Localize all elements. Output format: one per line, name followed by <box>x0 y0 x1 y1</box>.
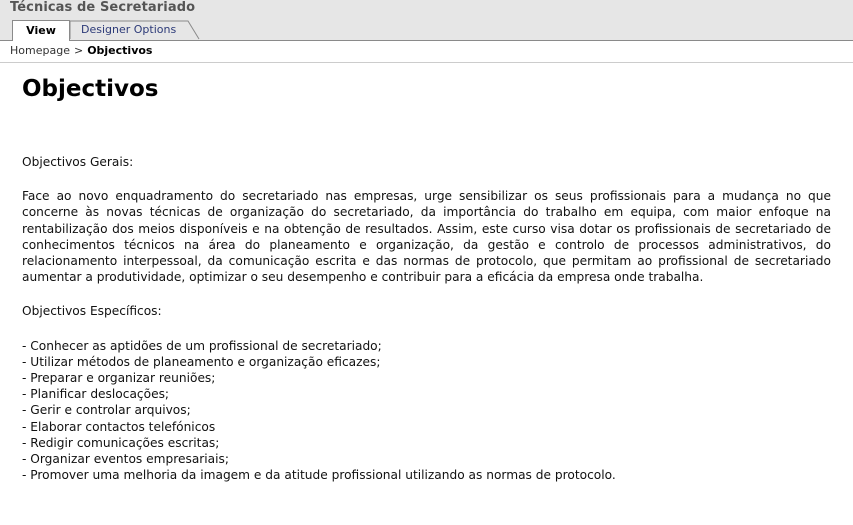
tab-designer-options-label: Designer Options <box>81 23 177 36</box>
site-title: Técnicas de Secretariado <box>10 0 196 15</box>
main-content <box>22 70 831 483</box>
list-item: - Planificar deslocações; <box>22 387 170 402</box>
breadcrumb <box>10 44 152 58</box>
list-item: - Utilizar métodos de planeamento e organização eficazes; <box>22 354 381 369</box>
specific-objectives-list <box>22 338 831 484</box>
list-item: - Redigir comunicações escritas; <box>22 435 220 450</box>
list-item: - Gerir e controlar arquivos; <box>22 403 191 418</box>
breadcrumb-separator: > <box>73 44 84 57</box>
specific-objectives-label: Objectivos Específicos: <box>22 304 162 319</box>
general-objectives-text: Face ao novo enquadramento do secretariado nas empresas, urge sensibilizar os seus profissionais para a mudança no que concerne às novas técnicas de organização do secretariado, da importância do trabalho em equipa, com maior enfoque na rentabilização dos meios disponíveis e na obtenção de resultados. Assim, este curso visa dotar os profissionais de secretariado de conhecimentos técnicos na área do planeamento e organização, da gestão e controlo de processos administrativos, do relacionamento interpessoal, da comunicação escrita e das normas de protocolo, que permitam ao profissional de secretariado aumentar a produtividade, optimizar o seu desempenho e contribuir para a eficácia da empresa onde trabalha. <box>22 189 831 285</box>
list-item: - Preparar e organizar reuniões; <box>22 371 216 386</box>
tab-view[interactable]: View <box>12 20 70 41</box>
page-title: Objectivos <box>22 76 159 102</box>
list-item: - Organizar eventos empresariais; <box>22 452 229 467</box>
breadcrumb-current: Objectivos <box>87 44 153 57</box>
general-objectives-label: Objectivos Gerais: <box>22 155 134 169</box>
breadcrumb-home-link[interactable]: Homepage <box>10 44 70 57</box>
list-item: - Elaborar contactos telefónicos <box>22 419 216 434</box>
list-item: - Promover uma melhoria da imagem e da atitude profissional utilizando as normas de protocolo. <box>22 468 616 483</box>
tab-designer-options[interactable] <box>70 20 200 39</box>
top-header <box>0 0 853 41</box>
list-item: - Conhecer as aptidões de um profissional de secretariado; <box>22 338 382 353</box>
header-divider <box>0 62 853 63</box>
